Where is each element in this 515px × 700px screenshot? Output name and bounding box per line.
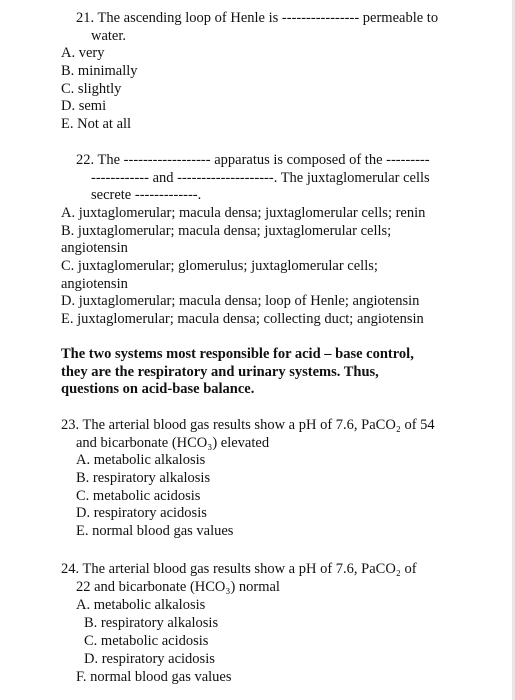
- q22-option-c-continued: angiotensin: [61, 276, 128, 292]
- q24-option-a: A. metabolic alkalosis: [76, 597, 206, 613]
- q22-option-a: A. juxtaglomerular; macula densa; juxtaglomerular cells; renin: [61, 205, 426, 221]
- q21-option-c: C. slightly: [61, 81, 122, 97]
- q23-option-b: B. respiratory alkalosis: [76, 470, 211, 486]
- q21-option-e: E. Not at all: [61, 116, 132, 132]
- q23-stem-continued: and bicarbonate (HCO₃) elevated: [76, 435, 270, 451]
- q24-option-b: B. respiratory alkalosis: [84, 615, 219, 631]
- q21-stem-continued: water.: [91, 28, 127, 44]
- q22-option-b-continued: angiotensin: [61, 240, 128, 256]
- acid-base-note: The two systems most responsible for acid – base control,: [61, 346, 414, 362]
- q22-option-d: D. juxtaglomerular; macula densa; loop of Henle; angiotensin: [61, 293, 420, 309]
- q24-option-d: D. respiratory acidosis: [84, 651, 215, 667]
- q23-stem: 23. The arterial blood gas results show a pH of 7.6, PaCO₂ of 54: [61, 417, 435, 433]
- q22-option-b: B. juxtaglomerular; macula densa; juxtaglomerular cells;: [61, 223, 392, 239]
- q24-stem: 24. The arterial blood gas results show a pH of 7.6, PaCO₂ of: [61, 561, 417, 577]
- q22-option-e: E. juxtaglomerular; macula densa; collecting duct; angiotensin: [61, 311, 424, 327]
- q22-stem-continued: ------------ and --------------------. The juxtaglomerular cells: [91, 170, 430, 186]
- q21-stem: 21. The ascending loop of Henle is ---------------- permeable to: [76, 10, 439, 26]
- q21-option-b: B. minimally: [61, 63, 138, 79]
- q23-option-d: D. respiratory acidosis: [76, 505, 207, 521]
- acid-base-note-continued: they are the respiratory and urinary systems. Thus,: [61, 364, 379, 380]
- q22-option-c: C. juxtaglomerular; glomerulus; juxtaglomerular cells;: [61, 258, 378, 274]
- q23-option-e: E. normal blood gas values: [76, 523, 234, 539]
- q24-option-f: F. normal blood gas values: [76, 669, 232, 685]
- q23-option-a: A. metabolic alkalosis: [76, 452, 206, 468]
- acid-base-note-end: questions on acid-base balance.: [61, 381, 255, 397]
- q21-option-a: A. very: [61, 45, 105, 61]
- q23-option-c: C. metabolic acidosis: [76, 488, 201, 504]
- q22-stem: 22. The ------------------ apparatus is composed of the ---------: [76, 152, 430, 168]
- q24-option-c: C. metabolic acidosis: [84, 633, 209, 649]
- q22-stem-end: secrete -------------.: [91, 187, 202, 203]
- q24-stem-continued: 22 and bicarbonate (HCO₃) normal: [76, 579, 280, 595]
- q21-option-d: D. semi: [61, 98, 107, 114]
